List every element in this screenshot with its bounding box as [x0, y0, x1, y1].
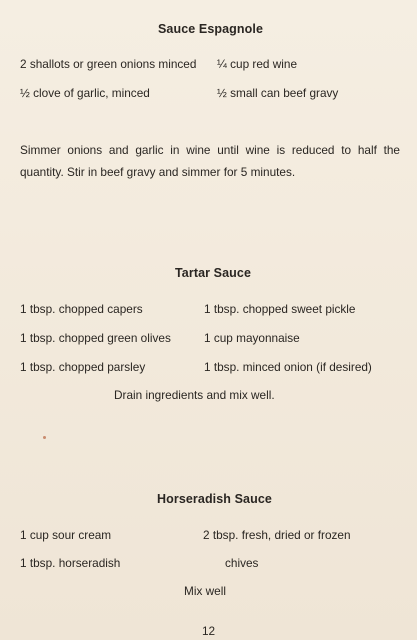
- section-title-sauce-espagnole: Sauce Espagnole: [158, 22, 264, 36]
- ingredient-item: ½ small can beef gravy: [217, 86, 339, 100]
- page-number: 12: [202, 624, 216, 638]
- ingredient-item: 1 tbsp. horseradish: [20, 556, 121, 570]
- ingredient-item: 2 shallots or green onions minced: [20, 57, 197, 71]
- ingredient-item: ½ clove of garlic, minced: [20, 86, 150, 100]
- recipe-instructions: Simmer onions and garlic in wine until wine is reduced to half the quantity. Stir in beef gravy and simmer for 5 minutes.: [20, 143, 400, 179]
- paper-speck: [43, 436, 46, 439]
- ingredient-item: ¼ cup red wine: [217, 57, 298, 71]
- ingredient-item: 1 tbsp. chopped green olives: [20, 331, 171, 345]
- ingredient-item: 1 tbsp. minced onion (if desired): [204, 360, 372, 374]
- ingredient-item: 1 tbsp. chopped parsley: [20, 360, 146, 374]
- ingredient-item: 1 cup mayonnaise: [204, 331, 300, 345]
- ingredient-item: 2 tbsp. fresh, dried or frozen: [203, 528, 351, 542]
- ingredient-item: 1 tbsp. chopped capers: [20, 302, 143, 316]
- recipe-instructions: Mix well: [184, 584, 226, 598]
- section-title-tartar-sauce: Tartar Sauce: [175, 266, 252, 280]
- ingredient-item: chives: [225, 556, 259, 570]
- section-title-horseradish-sauce: Horseradish Sauce: [157, 492, 272, 506]
- recipe-instructions: Drain ingredients and mix well.: [114, 388, 275, 402]
- ingredient-item: 1 tbsp. chopped sweet pickle: [204, 302, 356, 316]
- ingredient-item: 1 cup sour cream: [20, 528, 112, 542]
